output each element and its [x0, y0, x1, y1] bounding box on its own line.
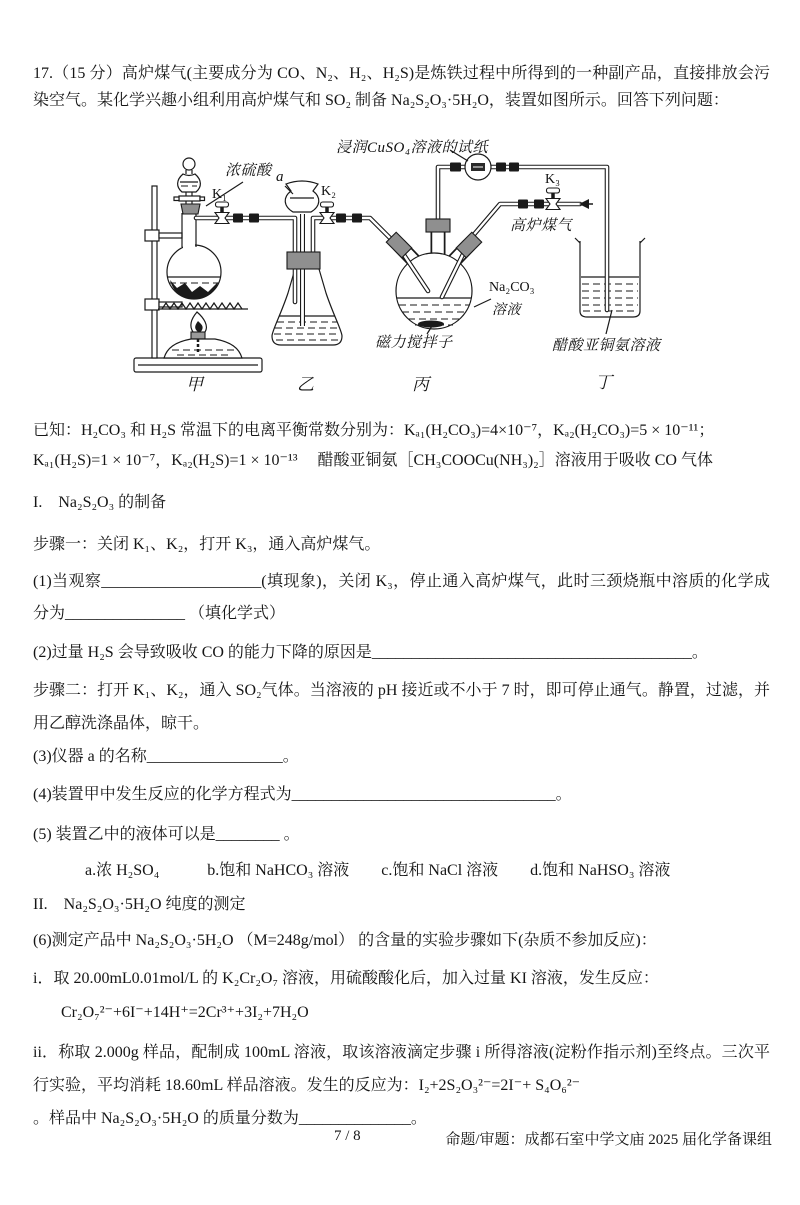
question-5-options: a.浓 H₂SO₄ b.饱和 NaHCO₃ 溶液 c.饱和 NaCl 溶液 d.饱和 NaHSO₃ 溶液 — [85, 862, 671, 879]
valve-k2-glyph — [320, 202, 334, 224]
question-4: (4)装置甲中发生反应的化学方程式为_________________________________。 — [33, 786, 572, 803]
label-apparatus-ding: 丁 — [595, 373, 613, 392]
valve-k3-glyph — [546, 188, 560, 210]
stir-bar — [418, 321, 444, 328]
step-2: 步骤二：打开 K₁、K₂，通入 SO₂气体。当溶液的 pH 接近或不小于 7 时，即可停止通气。静置，过滤，并用乙醇洗涤晶体，晾干。 — [33, 682, 770, 732]
alcohol-lamp — [158, 303, 248, 358]
stopper-bing-center — [426, 219, 450, 232]
footer-credit: 命题/审题：成都石室中学文庙 2025 届化学备课组 — [445, 1132, 772, 1148]
label-valve-k1: K₁ — [212, 187, 227, 202]
label-na2co3: Na₂CO₃ — [489, 280, 535, 295]
label-apparatus-yi: 乙 — [297, 375, 315, 394]
stopper-yi — [287, 252, 320, 269]
label-valve-k3: K₃ — [545, 172, 560, 187]
known-line-1: 已知：H₂CO₃ 和 H₂S 常温下的电离平衡常数分别为：Kₐ₁(H₂CO₃)=4×10⁻⁷，Kₐ₂(H₂CO₃)=5 × 10⁻¹¹； — [33, 422, 715, 439]
step-1: 步骤一：关闭 K₁、K₂，打开 K₃，通入高炉煤气。 — [33, 536, 381, 553]
valve-k1-glyph — [215, 202, 229, 224]
label-stir-bar: 磁力搅拌子 — [375, 335, 453, 351]
flask-bing — [396, 226, 472, 329]
label-test-paper: 浸润CuSO₄溶液的试纸 — [336, 140, 489, 156]
flask-jia — [167, 213, 221, 299]
label-apparatus-a: a — [276, 169, 284, 185]
question-5: (5) 装置乙中的液体可以是________ 。 — [33, 826, 300, 843]
known-line-2: Kₐ₁(H₂S)=1 × 10⁻⁷，Kₐ₂(H₂S)=1 × 10⁻¹³ 醋酸亚铜氨［CH₃COOCu(NH₃)₂］溶液用于吸收 CO 气体 — [33, 452, 713, 469]
flask-yi — [272, 269, 342, 345]
apparatus-diagram — [0, 130, 800, 406]
gas-inlet-arrow — [579, 199, 593, 209]
section-2-heading: II. Na₂S₂O₃·5H₂O 纯度的测定 — [33, 896, 246, 913]
test-paper-bulb — [465, 154, 491, 180]
label-cu-solution: 醋酸亚铜氨溶液 — [552, 338, 661, 354]
equation-i: Cr₂O₇²⁻+6I⁻+14H⁺=2Cr³⁺+3I₂+7H₂O — [61, 1004, 309, 1021]
page-number: 7 / 8 — [334, 1128, 361, 1144]
dropping-funnel — [174, 158, 205, 214]
beaker-ding — [575, 238, 645, 317]
question-3: (3)仪器 a 的名称_________________。 — [33, 748, 299, 765]
question-1: (1)当观察____________________(填现象)，关闭 K₃，停止通入高炉煤气，此时三颈烧瓶中溶质的化学成分为_______________ （填化学式） — [33, 573, 770, 622]
question-6: (6)测定产品中 Na₂S₂O₃·5H₂O （M=248g/mol） 的含量的实验步骤如下(杂质不参加反应)： — [33, 932, 657, 949]
label-furnace-gas: 高炉煤气 — [510, 218, 573, 234]
question-2: (2)过量 H₂S 会导致吸收 CO 的能力下降的原因是________________________________________。 — [33, 644, 708, 661]
apparatus-line-art — [0, 134, 800, 402]
step-i: i．取 20.00mL0.01mol/L 的 K₂Cr₂O₇ 溶液，用硫酸酸化后，加入过量 KI 溶液，发生反应： — [33, 970, 659, 987]
label-valve-k2: K₂ — [321, 184, 336, 199]
question-intro: 17.（15 分）高炉煤气(主要成分为 CO、N₂、H₂、H₂S)是炼铁过程中所得到的一种副产品，直接排放会污染空气。某化学兴趣小组利用高炉煤气和 SO₂ 制备 Na₂S₂O₃·5H₂O，装置如图所示。回答下列问题： — [33, 65, 770, 109]
label-apparatus-jia: 甲 — [186, 375, 204, 394]
label-apparatus-bing: 丙 — [412, 375, 430, 394]
label-conc-h2so4: 浓硫酸 — [225, 163, 272, 179]
step-ii: ii．称取 2.000g 样品，配制成 100mL 溶液，取该溶液滴定步骤 i 所得溶液(淀粉作指示剂)至终点。三次平行实验，平均消耗 18.60mL 样品溶液。发生的反应为：I₂+2S₂O₃²⁻=2I⁻+ S₄O₆²⁻ — [33, 1044, 770, 1094]
funnel-a — [285, 181, 319, 212]
question-mass-fraction: 。样品中 Na₂S₂O₃·5H₂O 的质量分数为______________。 — [33, 1110, 427, 1127]
section-1-heading: I. Na₂S₂O₃ 的制备 — [33, 494, 167, 511]
label-solution: 溶液 — [492, 303, 521, 318]
known-info — [33, 416, 770, 476]
stopper-jia — [181, 204, 200, 214]
